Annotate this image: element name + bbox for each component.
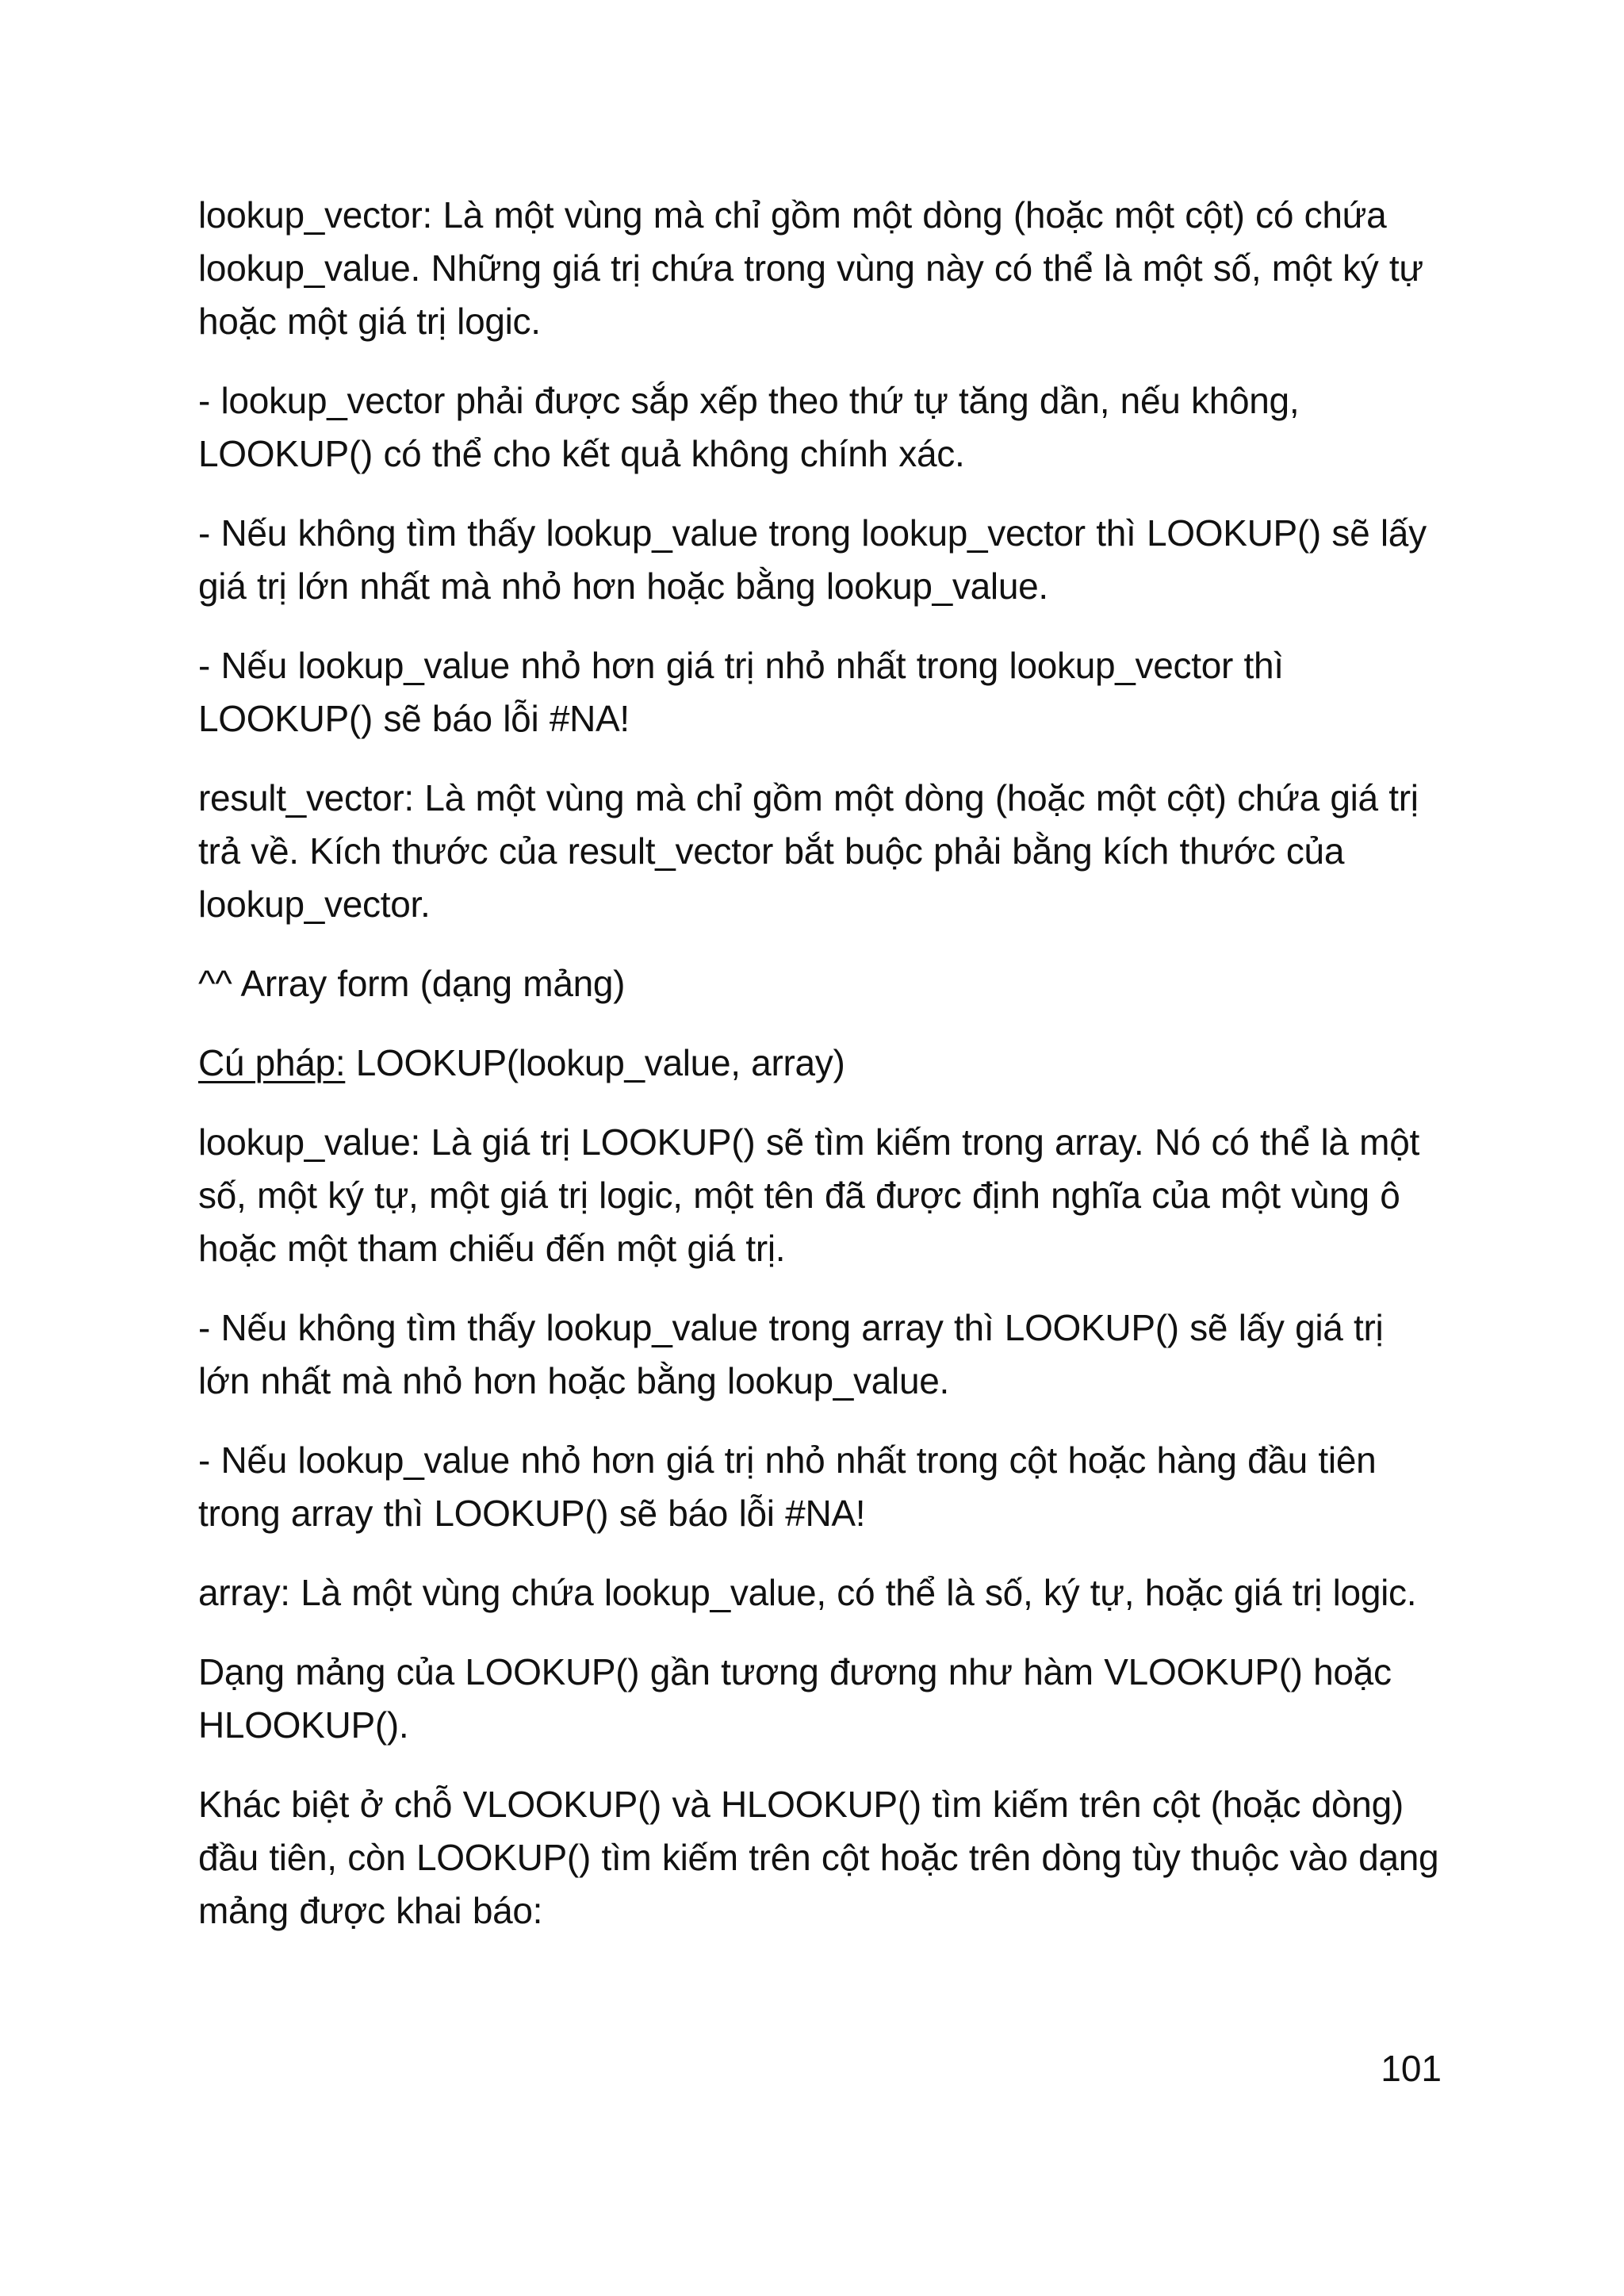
paragraph-lookup-vector-definition: lookup_vector: Là một vùng mà chỉ gồm một dòng (hoặc một cột) có chứa lookup_value. Những giá trị chứa trong vùng này có thể là một số, một ký tự hoặc một giá trị logic. [198, 194, 1423, 342]
page-number: 101 [1381, 2048, 1442, 2089]
paragraph-array-error: - Nếu lookup_value nhỏ hơn giá trị nhỏ nhất trong cột hoặc hàng đầu tiên trong array thì LOOKUP() sẽ báo lỗi #NA! [198, 1439, 1377, 1534]
page-body [198, 189, 1443, 1964]
paragraph-array-form-comparison: Dạng mảng của LOOKUP() gần tương đương như hàm VLOOKUP() hoặc HLOOKUP(). [198, 1651, 1392, 1746]
syntax-line [198, 1037, 1443, 1090]
paragraph-result-vector-definition: result_vector: Là một vùng mà chỉ gồm một dòng (hoặc một cột) chứa giá trị trả về. Kích thước của result_vector bắt buộc phải bằng kích thước của lookup_vector. [198, 777, 1419, 925]
paragraph-array-not-found: - Nếu không tìm thấy lookup_value trong array thì LOOKUP() sẽ lấy giá trị lớn nhất mà nhỏ hơn hoặc bằng lookup_value. [198, 1307, 1384, 1401]
syntax-formula: LOOKUP(lookup_value, array) [345, 1042, 845, 1083]
paragraph-vector-not-found: - Nếu không tìm thấy lookup_value trong lookup_vector thì LOOKUP() sẽ lấy giá trị lớn nhất mà nhỏ hơn hoặc bằng lookup_value. [198, 512, 1427, 607]
paragraph-vector-error: - Nếu lookup_value nhỏ hơn giá trị nhỏ nhất trong lookup_vector thì LOOKUP() sẽ báo lỗi #NA! [198, 645, 1284, 739]
paragraph-difference: Khác biệt ở chỗ VLOOKUP() và HLOOKUP() tìm kiếm trên cột (hoặc dòng) đầu tiên, còn LOOKUP() tìm kiếm trên cột hoặc trên dòng tùy thuộc vào dạng mảng được khai báo: [198, 1784, 1439, 1931]
syntax-label: Cú pháp: [198, 1042, 346, 1083]
paragraph-lookup-vector-sorted: - lookup_vector phải được sắp xếp theo thứ tự tăng dần, nếu không, LOOKUP() có thể cho kết quả không chính xác. [198, 380, 1300, 474]
section-heading-array-form: ^^ Array form (dạng mảng) [198, 963, 626, 1004]
paragraph-array-definition: array: Là một vùng chứa lookup_value, có thể là số, ký tự, hoặc giá trị logic. [198, 1572, 1417, 1613]
paragraph-lookup-value-definition: lookup_value: Là giá trị LOOKUP() sẽ tìm kiếm trong array. Nó có thể là một số, một ký tự, một giá trị logic, một tên đã được định nghĩa của một vùng ô hoặc một tham chiếu đến một giá trị. [198, 1121, 1419, 1269]
